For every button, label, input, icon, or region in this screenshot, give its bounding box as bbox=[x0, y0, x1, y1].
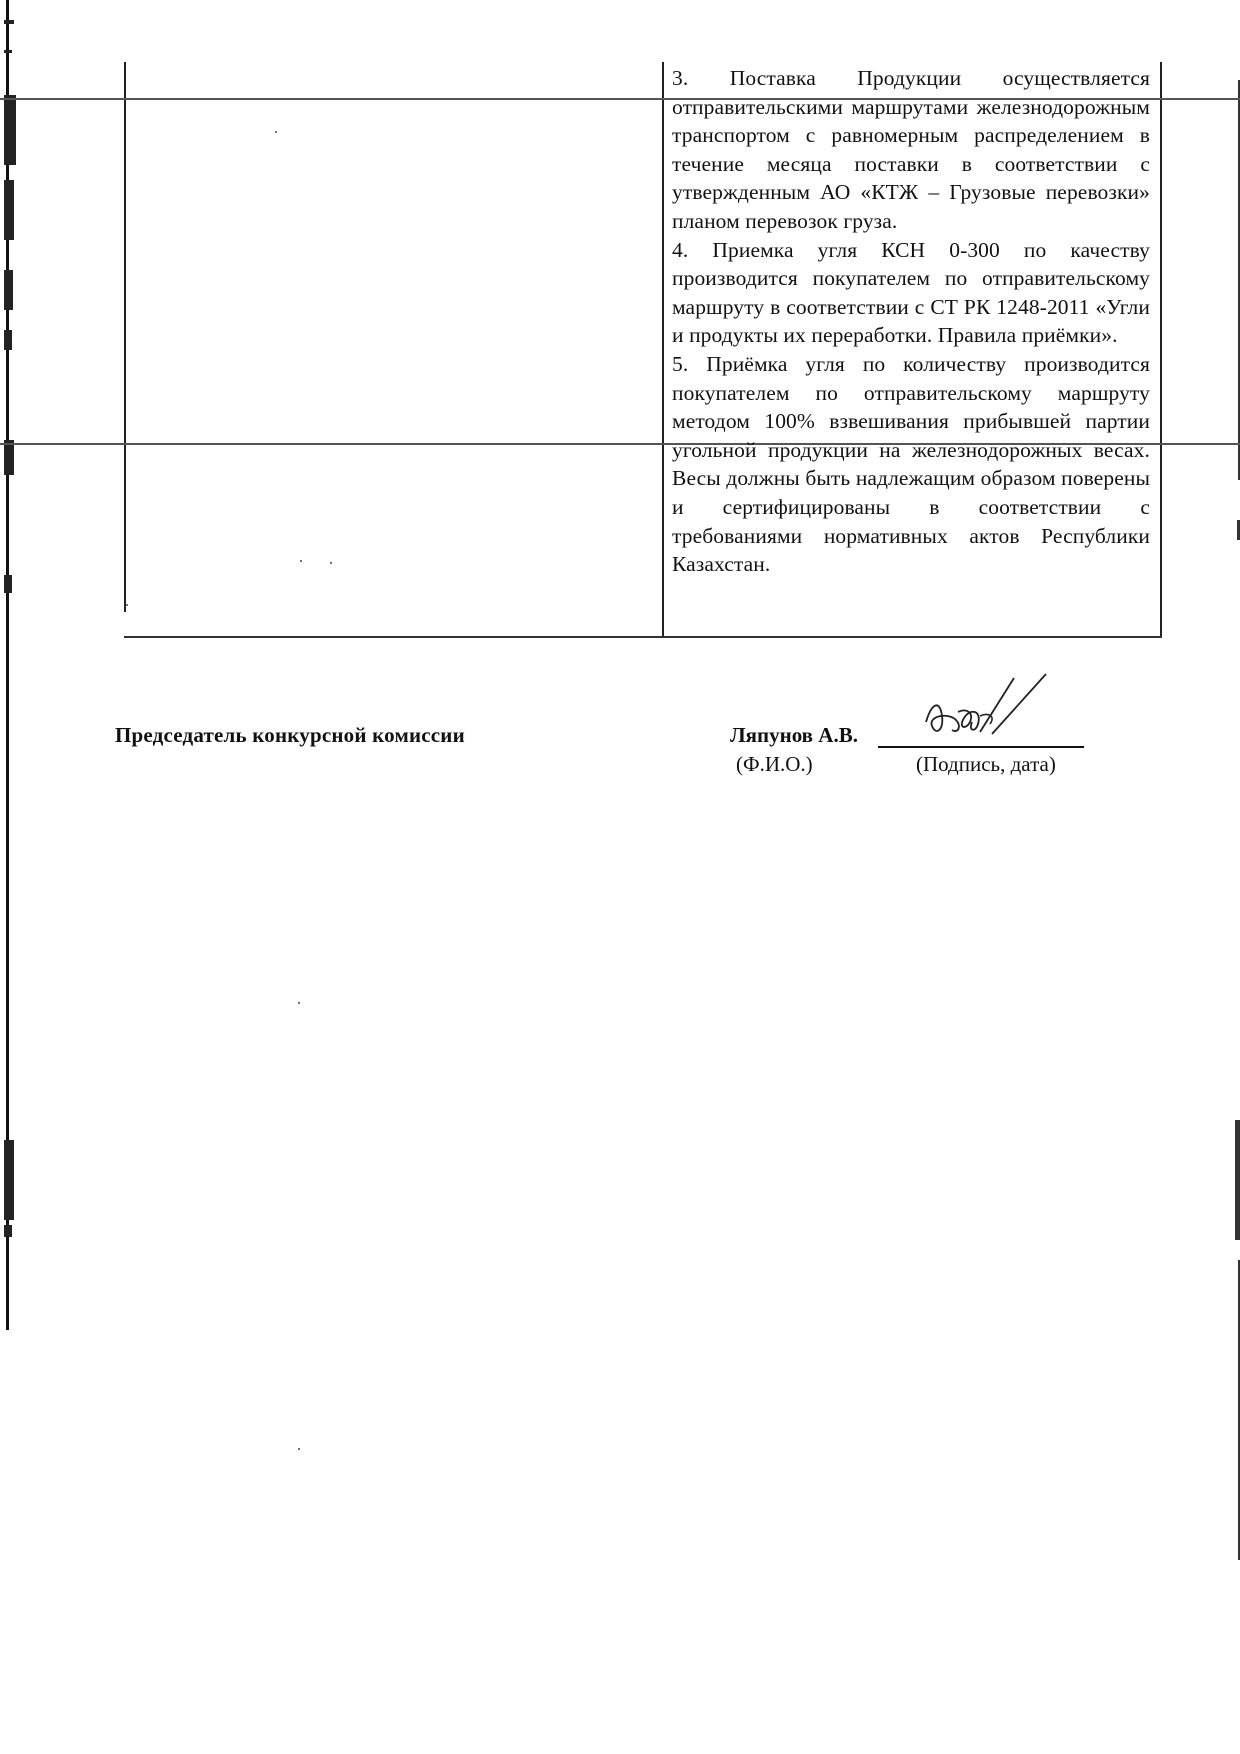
scan-speck bbox=[298, 1002, 300, 1004]
paragraph-quality-acceptance: 4. Приемка угля КСН 0-300 по качеству производится покупателем по отправительскому маршруту в соответствии с СТ РК 1248-2011 «Угли и продукты их переработки. Правила приёмки». bbox=[672, 237, 1150, 348]
scan-speck bbox=[330, 562, 332, 564]
paragraph-quantity-acceptance: 5. Приёмка угля по количеству производится покупателем по отправительскому маршруту методом 100% взвешивания прибывшей партии угольной продукции на железнодорожных весах. Весы должны быть надлежащим образом поверены и сертифицированы в соответствии с требованиями нормативных актов Республики Казахстан. bbox=[672, 351, 1150, 577]
table-bottom-border bbox=[124, 636, 1162, 638]
scan-speck bbox=[126, 604, 128, 606]
fio-caption: (Ф.И.О.) bbox=[736, 752, 813, 776]
scan-speck bbox=[298, 1448, 300, 1450]
scan-speck bbox=[300, 560, 302, 562]
scan-edge-left bbox=[4, 0, 18, 1330]
chairman-name: Ляпунов А.В. bbox=[730, 723, 858, 747]
scan-speck bbox=[275, 131, 277, 133]
signature-caption: (Подпись, дата) bbox=[916, 752, 1056, 776]
table-right-border bbox=[1160, 62, 1162, 636]
handwritten-signature-icon bbox=[918, 672, 1068, 752]
scan-edge-right bbox=[1232, 60, 1240, 1560]
paragraph-delivery: 3. Поставка Продукции осуществляется отправительскими маршрутами железнодорожным транспортом с равномерным распределением в течение месяца поставки в соответствии с утвержденным АО «КТЖ – Грузовые перевозки» планом перевозок груза. bbox=[672, 66, 1150, 233]
table-left-border bbox=[124, 62, 126, 612]
table-column-divider bbox=[662, 62, 664, 636]
chairman-label: Председатель конкурсной комиссии bbox=[115, 723, 465, 747]
table-cell-text bbox=[672, 64, 1150, 579]
